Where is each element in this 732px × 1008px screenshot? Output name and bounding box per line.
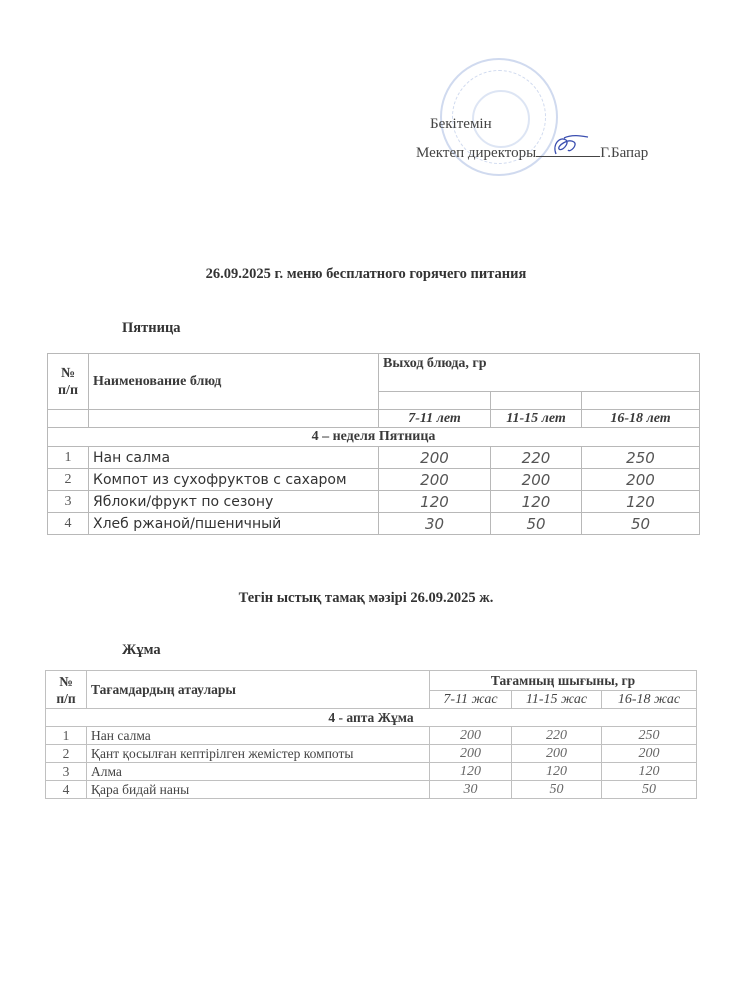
row-number: 3 xyxy=(46,763,87,781)
day-label-kz: Жұма xyxy=(122,642,161,658)
dish-name: Қант қосылған кептірілген жемістер компоты xyxy=(87,745,430,763)
col-header-output: Тағамның шығыны, гр xyxy=(430,671,697,691)
number-sign: № xyxy=(60,365,76,381)
director-label: Мектеп директоры xyxy=(416,145,537,161)
portion-value: 50 xyxy=(512,781,602,799)
portion-value: 120 xyxy=(512,763,602,781)
week-row xyxy=(48,428,700,447)
portion-value: 30 xyxy=(379,513,491,535)
portion-value: 30 xyxy=(430,781,512,799)
portion-value: 200 xyxy=(491,469,582,491)
col-header-output: Выход блюда, гр xyxy=(379,354,700,392)
portion-value: 50 xyxy=(602,781,697,799)
portion-value: 250 xyxy=(582,447,700,469)
row-number: 2 xyxy=(46,745,87,763)
number-sign: № xyxy=(59,673,73,689)
age-group-11-15: 11-15 лет xyxy=(491,410,582,428)
age-group-7-11: 7-11 жас xyxy=(430,691,512,709)
director-name: Г.Бапар xyxy=(600,145,649,161)
portion-value: 120 xyxy=(379,491,491,513)
dish-name: Нан салма xyxy=(89,447,379,469)
portion-value: 200 xyxy=(379,469,491,491)
age-group-row xyxy=(48,410,700,428)
age-group-11-15: 11-15 жас xyxy=(512,691,602,709)
row-number: 4 xyxy=(46,781,87,799)
portion-value: 120 xyxy=(582,491,700,513)
age-group-16-18: 16-18 жас xyxy=(602,691,697,709)
portion-value: 200 xyxy=(582,469,700,491)
director-signature-line xyxy=(416,144,648,162)
signature-line xyxy=(536,144,600,157)
number-abbr: п/п xyxy=(57,382,79,398)
week-label: 4 - апта Жұма xyxy=(46,709,697,727)
portion-value: 220 xyxy=(512,727,602,745)
row-number: 1 xyxy=(48,447,89,469)
approved-label: Бекітемін xyxy=(430,116,492,132)
week-row xyxy=(46,709,697,727)
age-group-7-11: 7-11 лет xyxy=(379,410,491,428)
portion-value: 200 xyxy=(602,745,697,763)
dish-name: Қара бидай наны xyxy=(87,781,430,799)
menu-title-ru: 26.09.2025 г. меню бесплатного горячего питания xyxy=(205,266,527,282)
number-abbr: п/п xyxy=(56,690,76,706)
dish-name: Хлеб ржаной/пшеничный xyxy=(89,513,379,535)
signature-icon xyxy=(550,134,590,158)
table-row xyxy=(46,727,697,745)
portion-value: 200 xyxy=(430,727,512,745)
col-header-dish-name: Наименование блюд xyxy=(89,354,379,410)
table-header-row xyxy=(46,671,697,691)
week-label: 4 – неделя Пятница xyxy=(48,428,700,447)
table-row xyxy=(48,513,700,535)
menu-table-kz xyxy=(45,670,697,799)
menu-title-kz: Тегін ыстық тамақ мәзірі 26.09.2025 ж. xyxy=(238,590,494,606)
row-number: 1 xyxy=(46,727,87,745)
portion-value: 50 xyxy=(582,513,700,535)
menu-table-ru xyxy=(47,353,700,535)
portion-value: 120 xyxy=(430,763,512,781)
table-row xyxy=(46,763,697,781)
portion-value: 120 xyxy=(491,491,582,513)
portion-value: 120 xyxy=(602,763,697,781)
dish-name: Компот из сухофруктов с сахаром xyxy=(89,469,379,491)
row-number: 2 xyxy=(48,469,89,491)
table-row xyxy=(48,491,700,513)
table-row xyxy=(48,469,700,491)
portion-value: 200 xyxy=(379,447,491,469)
table-header-row xyxy=(48,354,700,392)
empty-cell xyxy=(491,392,582,410)
portion-value: 200 xyxy=(430,745,512,763)
empty-cell xyxy=(89,410,379,428)
empty-cell xyxy=(48,410,89,428)
col-header-dish-name: Тағамдардың атаулары xyxy=(87,671,430,709)
table-row xyxy=(48,447,700,469)
table-row xyxy=(46,781,697,799)
dish-name: Нан салма xyxy=(87,727,430,745)
age-group-16-18: 16-18 лет xyxy=(582,410,700,428)
portion-value: 50 xyxy=(491,513,582,535)
portion-value: 220 xyxy=(491,447,582,469)
row-number: 4 xyxy=(48,513,89,535)
col-header-number xyxy=(48,354,89,410)
col-header-number xyxy=(46,671,87,709)
empty-cell xyxy=(379,392,491,410)
empty-cell xyxy=(582,392,700,410)
portion-value: 200 xyxy=(512,745,602,763)
dish-name: Алма xyxy=(87,763,430,781)
row-number: 3 xyxy=(48,491,89,513)
table-row xyxy=(46,745,697,763)
portion-value: 250 xyxy=(602,727,697,745)
day-label-ru: Пятница xyxy=(122,320,181,336)
dish-name: Яблоки/фрукт по сезону xyxy=(89,491,379,513)
